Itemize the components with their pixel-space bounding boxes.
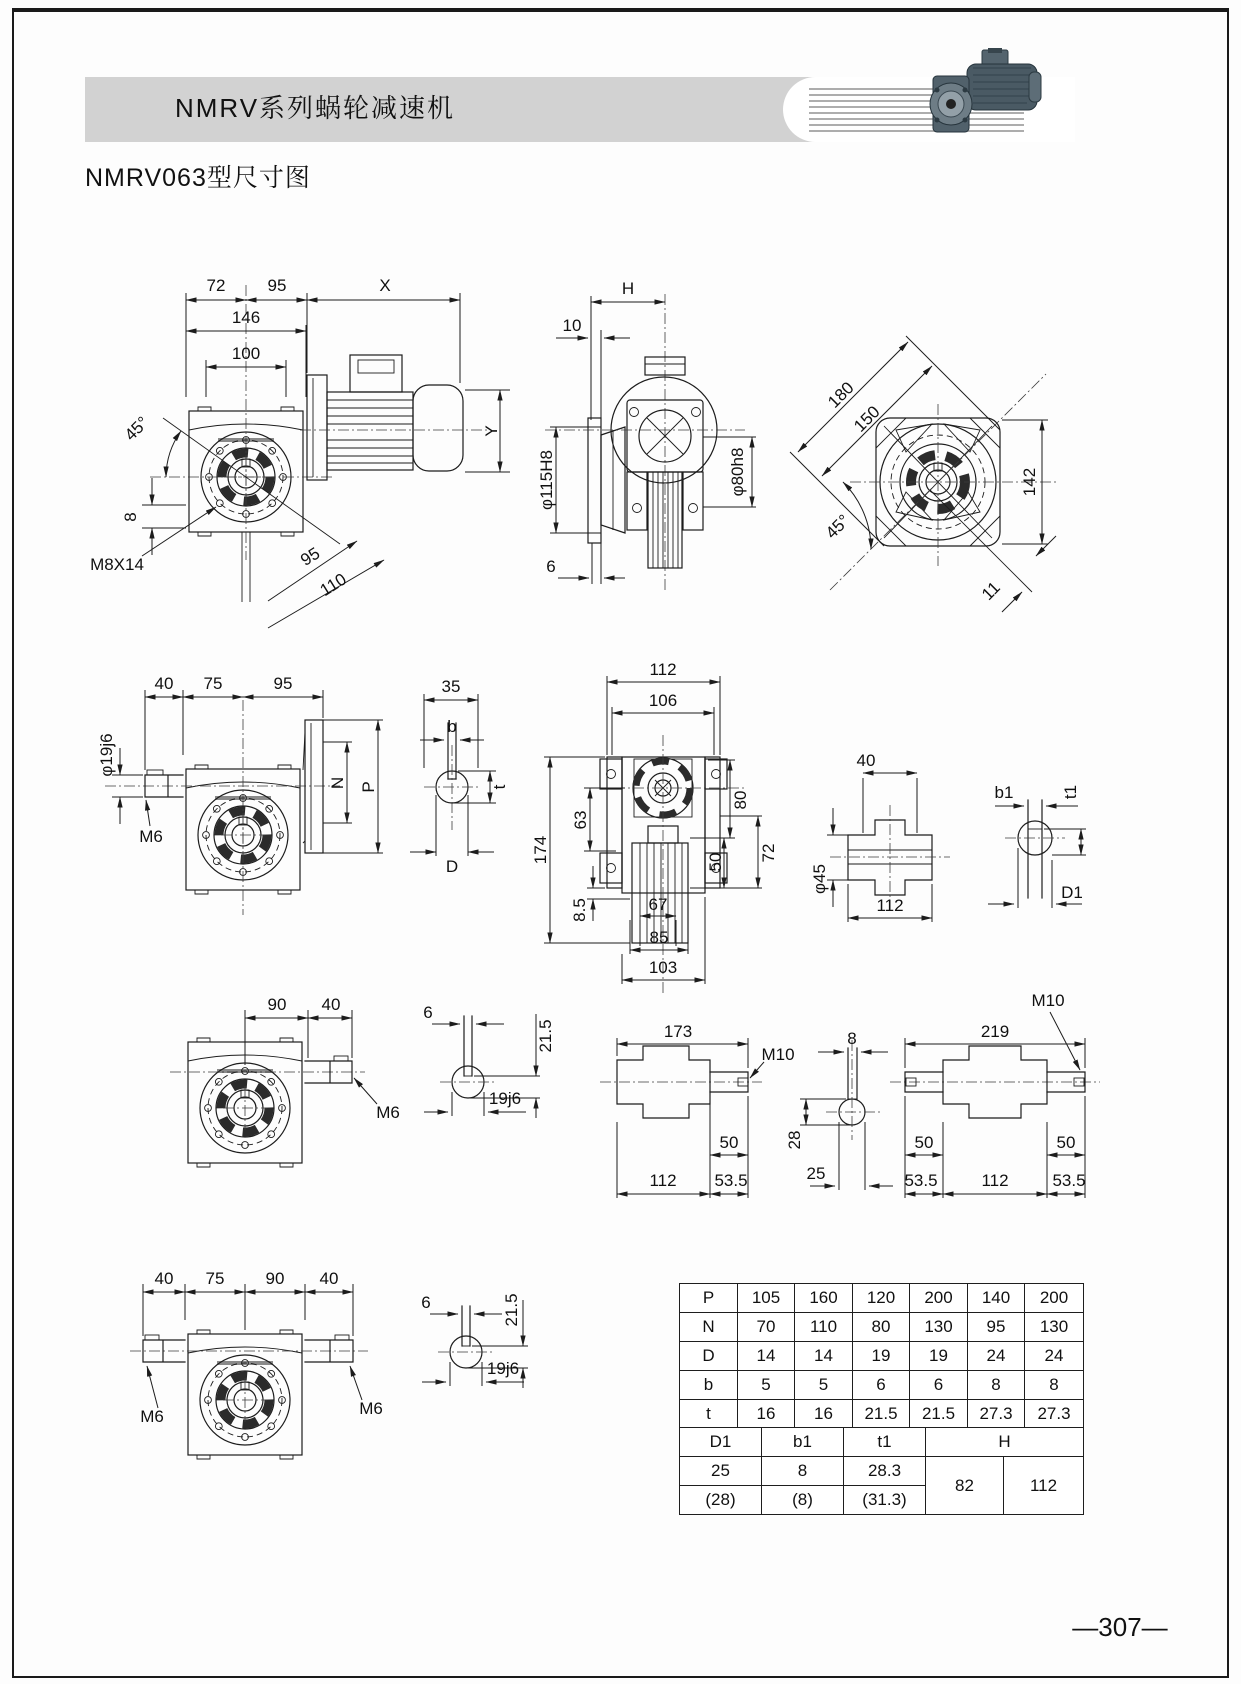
cell: 95	[968, 1313, 1025, 1342]
cell: 21.5	[853, 1400, 910, 1429]
drawing-single-shaft-view	[170, 995, 400, 1167]
dim-75-in: 75	[203, 674, 223, 693]
cell: 5	[795, 1371, 853, 1400]
cell: 8	[1025, 1371, 1084, 1400]
cell: 28.3	[844, 1457, 926, 1486]
dim-142: 142	[1020, 467, 1039, 497]
dim-angle-45: 45°	[120, 412, 153, 445]
dim-80: 80	[731, 790, 750, 810]
dimension-table-main	[679, 1283, 1084, 1429]
dim-40-in: 40	[154, 674, 174, 693]
drawing-input-shaft-section	[410, 677, 509, 876]
dim-21p5-j: 21.5	[536, 1019, 555, 1053]
header-H: H	[926, 1428, 1084, 1457]
dim-angle-45-rear: 45°	[821, 510, 854, 543]
dim-40l-n: 40	[154, 1269, 174, 1288]
dim-25: 25	[806, 1164, 826, 1183]
cell: 25	[680, 1457, 762, 1486]
dim-75-n: 75	[205, 1269, 225, 1288]
row-label-P: P	[680, 1284, 738, 1313]
dim-53p5-k: 53.5	[714, 1171, 748, 1190]
cell-H-82: 82	[926, 1457, 1004, 1515]
dim-t: t	[490, 784, 509, 790]
cell: 120	[853, 1284, 910, 1313]
dim-100: 100	[231, 344, 261, 363]
cell: 200	[1025, 1284, 1084, 1313]
row-label-b: b	[680, 1371, 738, 1400]
dim-M8X14: M8X14	[90, 555, 144, 574]
dim-106: 106	[648, 691, 678, 710]
drawing-keyway-section	[785, 1029, 893, 1190]
page-title: NMRV系列蜗轮减速机	[174, 93, 456, 123]
dim-72: 72	[206, 276, 226, 295]
cell: 16	[738, 1400, 795, 1429]
drawing-rear-view	[790, 336, 1058, 612]
cell: 27.3	[968, 1400, 1025, 1429]
dim-M10-k: M10	[761, 1045, 795, 1064]
drawing-front-view-with-motor	[90, 276, 510, 628]
dim-M6-right: M6	[359, 1399, 383, 1418]
dim-40r-n: 40	[319, 1269, 339, 1288]
cell: 160	[795, 1284, 853, 1313]
cell: 6	[853, 1371, 910, 1400]
dim-b1: b1	[994, 783, 1014, 802]
dim-150: 150	[850, 402, 884, 436]
dim-50-out: 50	[706, 852, 725, 872]
row-label-N: N	[680, 1313, 738, 1342]
table-row	[680, 1342, 1084, 1371]
row-label-t: t	[680, 1400, 738, 1429]
cell: 19	[853, 1342, 910, 1371]
dim-95: 95	[267, 276, 287, 295]
drawing-output-shaft-section	[423, 1003, 555, 1118]
cell-H-112: 112	[1004, 1457, 1084, 1515]
cell: (28)	[680, 1486, 762, 1515]
cell: 80	[853, 1313, 910, 1342]
dim-t1: t1	[1061, 784, 1080, 800]
dim-10: 10	[562, 316, 582, 335]
header-t1: t1	[844, 1428, 926, 1457]
dim-53p5-r: 53.5	[1052, 1171, 1086, 1190]
dim-112-k: 112	[649, 1171, 677, 1190]
dim-P: P	[359, 781, 378, 793]
cell: 21.5	[910, 1400, 968, 1429]
dim-67: 67	[648, 895, 668, 914]
cell: 110	[795, 1313, 853, 1342]
dim-b: b	[447, 717, 457, 736]
dim-50r: 50	[1056, 1133, 1076, 1152]
drawing-side-view	[537, 279, 756, 590]
dimension-table-sub	[679, 1427, 1084, 1515]
cell: (8)	[762, 1486, 844, 1515]
cell: 105	[738, 1284, 795, 1313]
table-row	[680, 1428, 1084, 1457]
cell: 8	[968, 1371, 1025, 1400]
dim-D: D	[445, 857, 459, 876]
drawing-hub-view	[810, 751, 950, 922]
cell: 130	[910, 1313, 968, 1342]
header-D1: D1	[680, 1428, 762, 1457]
dim-8-key: 8	[847, 1029, 857, 1048]
cell: 24	[1025, 1342, 1084, 1371]
dim-112-out: 112	[649, 660, 677, 679]
dim-50-k: 50	[719, 1133, 739, 1152]
dim-28: 28	[785, 1130, 804, 1150]
dim-6: 6	[546, 557, 556, 576]
dim-95-in: 95	[273, 674, 293, 693]
dim-6-o: 6	[421, 1293, 431, 1312]
drawing-shaft-219	[890, 991, 1100, 1198]
drawing-dual-shaft-view	[130, 1269, 383, 1459]
header-b1: b1	[762, 1428, 844, 1457]
dim-50l: 50	[914, 1133, 934, 1152]
cell: 19	[910, 1342, 968, 1371]
dim-M6-left: M6	[140, 1407, 164, 1426]
dim-174: 174	[531, 835, 550, 865]
table-row	[680, 1371, 1084, 1400]
dim-40-ss: 40	[321, 995, 341, 1014]
dim-11: 11	[977, 577, 1004, 604]
dim-phi19j6: φ19j6	[97, 733, 116, 777]
dim-110-diag: 110	[316, 569, 350, 600]
row-label-D: D	[680, 1342, 738, 1371]
dim-173: 173	[663, 1022, 693, 1041]
cell: 130	[1025, 1313, 1084, 1342]
dim-180: 180	[824, 378, 858, 412]
dim-19j6-o: 19j6	[486, 1359, 520, 1378]
dim-8p5: 8.5	[570, 898, 589, 922]
dim-phi80h8: φ80h8	[728, 447, 747, 497]
table-row	[680, 1400, 1084, 1429]
dim-phi45: φ45	[810, 864, 829, 894]
dim-112-m: 112	[981, 1171, 1009, 1190]
dim-90: 90	[267, 995, 287, 1014]
dim-146: 146	[231, 308, 261, 327]
dim-N: N	[328, 776, 347, 790]
dim-H: H	[621, 279, 635, 298]
cell: 70	[738, 1313, 795, 1342]
dim-219: 219	[980, 1022, 1010, 1041]
table-row	[680, 1284, 1084, 1313]
dim-63: 63	[571, 810, 590, 830]
dim-D1: D1	[1061, 883, 1083, 902]
dim-40-hub: 40	[856, 751, 876, 770]
dim-90-n: 90	[265, 1269, 285, 1288]
dim-112-hub: 112	[876, 896, 904, 915]
dim-21p5-o: 21.5	[502, 1293, 521, 1327]
cell: 6	[910, 1371, 968, 1400]
dim-M10-m: M10	[1031, 991, 1065, 1010]
cell: 8	[762, 1457, 844, 1486]
dim-Y: Y	[482, 425, 501, 437]
drawing-shaft-173	[600, 1022, 795, 1198]
drawing-output-face-view	[531, 660, 778, 995]
cell: 14	[738, 1342, 795, 1371]
dim-53p5-l: 53.5	[904, 1171, 938, 1190]
dim-103: 103	[648, 958, 678, 977]
drawing-input-view	[97, 674, 383, 915]
dim-phi115H8: φ115H8	[537, 450, 556, 510]
cell: 140	[968, 1284, 1025, 1313]
dim-19j6-j: 19j6	[488, 1089, 522, 1108]
drawing-output-shaft-section-2	[421, 1293, 528, 1388]
cell: (31.3)	[844, 1486, 926, 1515]
drawing-hub-bore-section	[988, 783, 1086, 908]
dim-95-diag: 95	[297, 543, 324, 570]
cell: 14	[795, 1342, 853, 1371]
cell: 24	[968, 1342, 1025, 1371]
cell: 16	[795, 1400, 853, 1429]
dim-35: 35	[441, 677, 461, 696]
dim-8: 8	[121, 512, 140, 522]
dim-72-out: 72	[759, 843, 778, 863]
table-row	[680, 1457, 1084, 1486]
dim-M6-ss: M6	[376, 1103, 400, 1122]
dim-X: X	[379, 276, 391, 295]
page-number: —307—	[1072, 1612, 1168, 1642]
table-row	[680, 1313, 1084, 1342]
figure-title: NMRV063型尺寸图	[85, 164, 311, 192]
cell: 27.3	[1025, 1400, 1084, 1429]
dim-6-j: 6	[423, 1003, 433, 1022]
dim-85: 85	[649, 928, 669, 947]
cell: 5	[738, 1371, 795, 1400]
dimension-table	[679, 1283, 1084, 1515]
dim-M6-in: M6	[139, 827, 163, 846]
cell: 200	[910, 1284, 968, 1313]
